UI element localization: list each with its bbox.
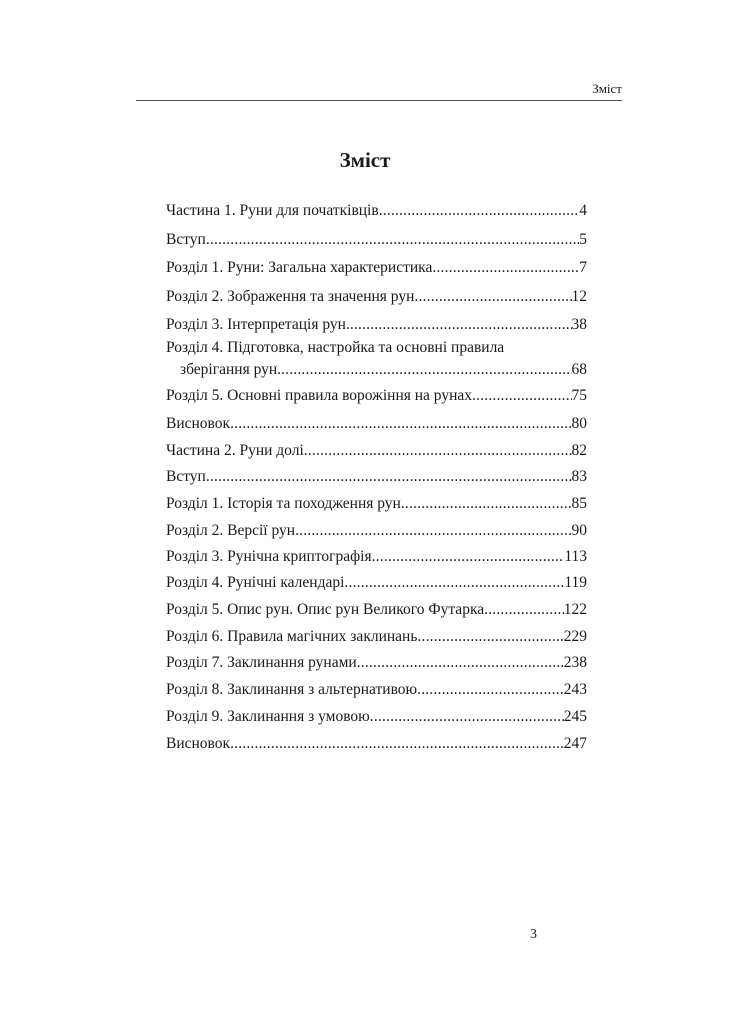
toc-leader-dots (417, 626, 563, 648)
toc-entry-page: 12 (571, 287, 587, 305)
toc-entry (166, 652, 587, 674)
toc-entry-page: 83 (571, 468, 587, 485)
running-header-title: Зміст (592, 81, 622, 96)
toc-leader-dots (379, 200, 580, 222)
toc-entry (166, 572, 587, 594)
toc-leader-dots (370, 706, 564, 728)
toc-entry-page: 38 (571, 316, 587, 333)
toc-entry-title: Розділ 3. Рунічна криптографія (166, 548, 372, 565)
toc-leader-dots (357, 652, 564, 674)
toc-entry (166, 413, 587, 435)
toc-entry-title: Розділ 8. Заклинання з альтернативою (166, 681, 418, 698)
toc-leader-dots (372, 546, 565, 568)
toc-entry (166, 679, 587, 701)
toc-entry (166, 337, 587, 381)
toc-entry-page: 80 (571, 415, 587, 432)
toc-entry-title: Розділ 7. Заклинання рунами (166, 654, 357, 671)
toc-entry (166, 257, 587, 279)
toc-leader-dots (350, 314, 572, 336)
toc-entry (166, 440, 587, 462)
toc-entry (166, 286, 587, 308)
toc-leader-dots (230, 733, 564, 755)
toc-entry-title: Розділ 5. Основні правила ворожіння на рунах (166, 387, 473, 404)
toc-entry-title: Висновок (166, 735, 231, 752)
toc-entry-page: 4 (579, 202, 587, 219)
toc-entry-title: Розділ 4. Рунічні календарі (166, 574, 345, 591)
toc-leader-dots (484, 599, 564, 621)
toc-entry-page: 243 (563, 681, 587, 698)
toc-entry (166, 546, 587, 568)
toc-entry-title: Висновок (166, 415, 231, 432)
toc-entry (166, 599, 587, 621)
toc-entry (166, 706, 587, 728)
toc-entry-title: Вступ (166, 468, 206, 485)
toc-entry-page: 85 (571, 495, 587, 512)
toc-entry (166, 200, 587, 222)
toc-entry (166, 520, 587, 542)
toc-leader-dots (432, 257, 579, 279)
toc-leader-dots (414, 286, 571, 308)
toc-entry-title: Розділ 1. Руни: Загальна характеристика (166, 259, 433, 276)
toc-entry-page: 90 (571, 522, 587, 539)
toc-leader-dots (344, 572, 564, 594)
page-title: Зміст (339, 148, 391, 172)
toc-entry-title: Розділ 2. Зображення та значення рун (166, 287, 415, 305)
toc-entry-page: 5 (579, 230, 587, 248)
toc-leader-dots (472, 385, 571, 407)
toc-entry (166, 626, 587, 648)
page-number: 3 (530, 927, 537, 942)
toc-entry-page: 229 (563, 628, 587, 645)
toc-entry (166, 314, 587, 336)
toc-entry-page: 68 (571, 361, 587, 378)
toc-entry-title-line1: Розділ 4. Підготовка, настройка та основні правила (166, 339, 505, 356)
toc-entry-title: Розділ 1. Історія та походження рун (166, 495, 401, 512)
toc-entry-title: Розділ 6. Правила магічних заклинань (166, 628, 418, 645)
toc-entry-title: Розділ 3. Інтерпретація рун. (166, 316, 350, 333)
running-header (136, 80, 622, 101)
toc-leader-dots (230, 413, 571, 435)
toc-leader-dots (417, 679, 564, 701)
toc-leader-dots (281, 359, 571, 381)
toc-leader-dots (304, 440, 572, 462)
toc-entry (166, 385, 587, 407)
toc-entry-title: Вступ (166, 230, 206, 248)
toc-entry-title: Розділ 9. Заклинання з умовою (166, 708, 370, 725)
toc-entry-page: 7 (579, 259, 587, 276)
toc-entry-title: Частина 2. Руни долі (166, 442, 304, 459)
toc-entry (166, 229, 587, 251)
toc-entry (166, 466, 587, 488)
toc-entry-page: 238 (563, 654, 587, 671)
toc-entry (166, 733, 587, 755)
toc-entry-page: 113 (564, 548, 587, 565)
toc-entry-page: 75 (571, 387, 587, 404)
toc-entry-title: Розділ 5. Опис рун. Опис рун Великого Футарка (166, 601, 485, 618)
toc-leader-dots (401, 493, 572, 515)
toc-entry-page: 82 (571, 442, 587, 459)
toc-leader-dots (295, 520, 571, 542)
toc-entry-page: 122 (563, 601, 587, 618)
toc-entry-title: Частина 1. Руни для початківців (166, 202, 379, 219)
toc-entry-title: Розділ 2. Версії рун (166, 522, 296, 539)
toc-entry-page: 119 (564, 574, 587, 591)
toc-entry-page: 245 (563, 708, 587, 725)
toc-entry-title-line2: зберігання рун. (180, 361, 282, 378)
toc-entry (166, 493, 587, 515)
toc-entry-page: 247 (563, 735, 587, 752)
toc-leader-dots (206, 466, 572, 488)
toc-leader-dots (206, 229, 579, 251)
